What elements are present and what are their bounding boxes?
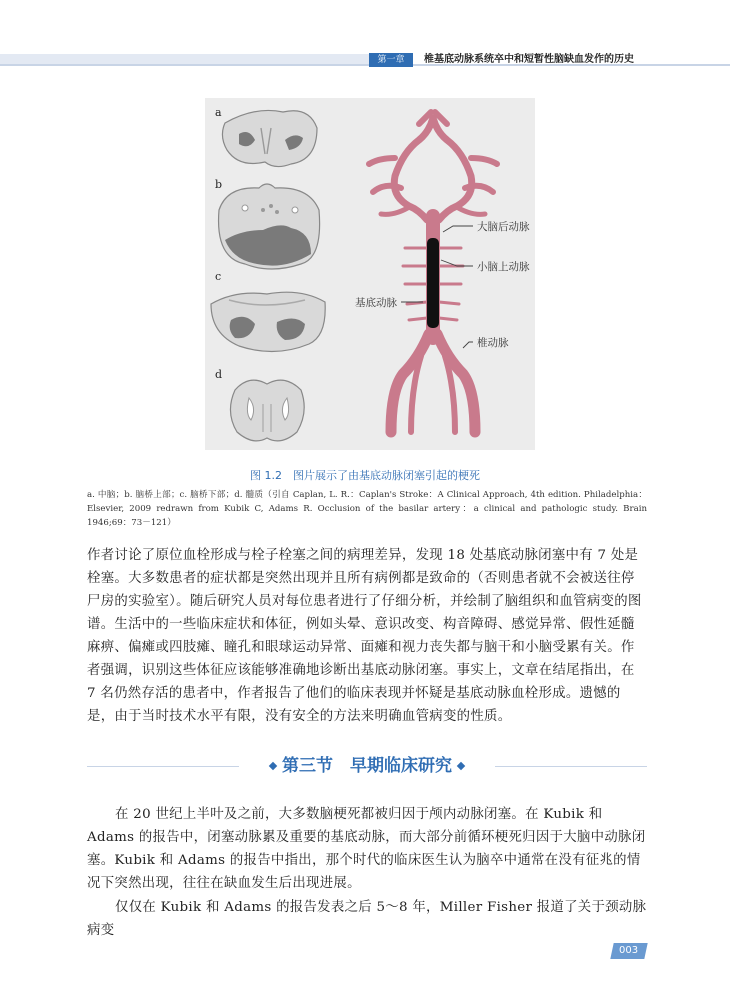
basilar-occlusion [427,238,439,328]
figure-caption-title: 图 1.2 图片展示了由基底动脉闭塞引起的梗死 [250,469,480,482]
brain-section-lower-pons [211,292,325,351]
section-title: 第三节 早期临床研究 [282,756,452,776]
callout-superior-cerebellar-artery: 小脑上动脉 [477,261,530,273]
figure-caption-note: a. 中脑；b. 脑桥上部；c. 脑桥下部；d. 髓质（引自 Caplan, L. R.：Caplan's Stroke：A Clinical Approach, 4th edition. Philadelphia：Elsevier, 2009 redrawn from Kubik C, Adams R. Occlusion of the basilar artery：a clinical and pathologic study. Brain 1946;69：73－121） [87,490,647,528]
paragraph-early-clinical: 在 20 世纪上半叶及之前，大多数脑梗死都被归因于颅内动脉闭塞。在 Kubik 和 Adams 的报告中，闭塞动脉累及重要的基底动脉，而大部分前循环梗死归因于大脑中动脉闭塞。Kubik 和 Adams 的报告中指出，那个时代的临床医生认为脑卒中通常在没有征兆的情况下突然出现，往往在缺血发生后出现进展。 [87,807,646,891]
paragraph-fisher: 仅仅在 Kubik 和 Adams 的报告发表之后 5～8 年，Miller Fisher 报道了关于颈动脉病变 [87,900,647,938]
brain-section-upper-pons [219,184,320,269]
diamond-icon [269,762,277,770]
callout-posterior-cerebral-artery: 大脑后动脉 [477,221,530,233]
figure-basilar-occlusion [205,98,535,450]
chapter-badge: 第一章 [369,53,413,67]
callout-vertebral-artery: 椎动脉 [477,337,509,349]
chapter-title: 椎基底动脉系统卒中和短暂性脑缺血发作的历史 [424,54,634,65]
brain-section-midbrain [222,110,317,166]
panel-label-a: a [215,106,222,119]
callout-basilar-artery: 基底动脉 [355,297,397,309]
diamond-icon [457,762,465,770]
panel-label-b: b [215,178,223,191]
header-band [0,54,370,64]
panel-label-d: d [215,368,223,381]
figure-illustration [205,98,535,450]
paragraph-pathology: 作者讨论了原位血栓形成与栓子栓塞之间的病理差异，发现 18 处基底动脉闭塞中有 7 处是栓塞。大多数患者的症状都是突然出现并且所有病例都是致命的（否则患者就不会被送往停尸房的实验室）。随后研究人员对每位患者进行了仔细分析，并绘制了脑组织和血管病变的图谱。生活中的一些临床症状和体征，例如头晕、意识改变、构音障碍、感觉异常、假性延髓麻痹、偏瘫或四肢瘫、瞳孔和眼球运动异常、面瘫和视力丧失都与脑干和小脑受累有关。作者强调，识别这些体征应该能够准确地诊断出基底动脉闭塞。事实上，文章在结尾指出，在 7 名仍然存活的患者中，作者报告了他们的临床表现并怀疑是基底动脉血栓形成。遗憾的是，由于当时技术水平有限，没有安全的方法来明确血管病变的性质。 [87,548,642,724]
panel-label-c: c [215,270,222,283]
brain-section-medulla [230,380,304,441]
page-number-badge [610,943,647,959]
page-number: 003 [619,945,639,956]
section-heading [87,753,647,779]
